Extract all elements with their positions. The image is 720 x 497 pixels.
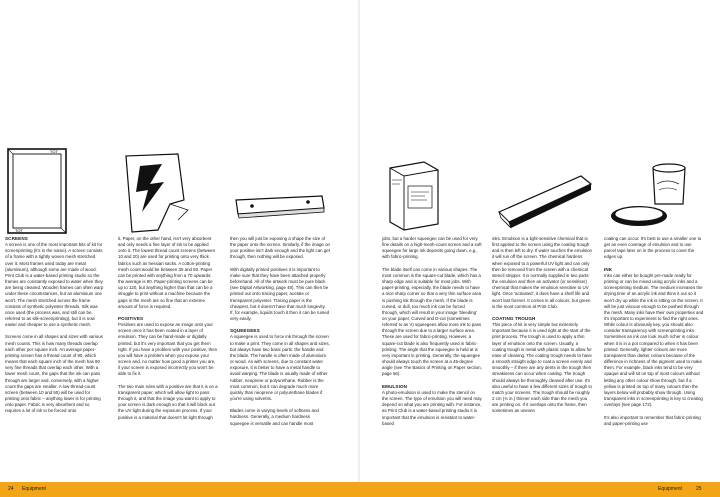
section-heading: COATING TROUGH bbox=[492, 316, 536, 322]
body-paragraph: it. Paper, on the other hand, isn't very absorbent and only needs a fine layer of ink to be applied onto it. The lowest thread count screens (between 10 and 20) are used for printing onto very thick fabrics such as hessian sacks. A cotton-printing mesh count would be between 35 and 50. Paper can be printed with anything from a 70 upwards; the average is 90. Paper-printing screens can be up to 120, but anything higher than that can be a struggle to print without a machine because the gaps in the mesh are so fine that an extreme amount of force is required. bbox=[118, 236, 216, 309]
body-paragraph: coating can occur. It's best to use a smaller one to get an even coverage of emulsion and to use parcel tape later on in the process to cover the edges up. bbox=[604, 236, 702, 260]
text-column-6 bbox=[604, 236, 704, 433]
body-paragraph: A screen is one of the most important bits of kit for screenprinting (it's in the name). A screen consists of a frame with a tightly woven mesh stretched over it. Most frames used today are metal (aluminium), although some are made of wood. Print Club is a water-based printing studio so the frames are constantly exposed to water when they are being cleaned. Wooden frames can often warp under these circumstances, but an aluminium one won't. The mesh stretched across the frame consists of synthetic polyester threads. Silk was once used (the process was, and still can be, referred to as silk-screenprinting), but it is now easier and cheaper to use a synthetic mesh. bbox=[5, 242, 104, 328]
text-column-4 bbox=[382, 236, 482, 433]
body-paragraph: jobs, but a harder squeegee can be used for very fine details on a high-mesh-count screen and a soft squeegee for large ink deposits going down, e.g., with fabric-printing. bbox=[382, 236, 482, 260]
section-heading: SCREENS bbox=[5, 236, 28, 241]
body-paragraph: Screens come in all shapes and sizes with various mesh counts. This is how many threads overlap each other per square inch. An average paper-printing screen has a thread count of 90, which means that each square inch of the mesh has 90 very fine threads that overlap each other. With a lower mesh count, the gaps that the ink can pass through are larger and, conversely, with a higher count the gaps are smaller. A low-thread-count screen (between 10 and 50) will be used for printing onto fabric – anything lower is for printing onto paper. Fabric is very absorbent and so requires a lot of ink to be forced onto bbox=[5, 334, 103, 414]
body-paragraph: The two main rules with a positive are that it is on a transparent paper, which will allow light to pass through it, and that the image you want to apply to your screen is dark enough so that it will block out the UV light during the exposure process. If your positive is a material that doesn't let light through bbox=[118, 383, 218, 420]
section-heading: EMULSION bbox=[382, 383, 408, 389]
squeegee-illustration bbox=[230, 186, 330, 226]
body-paragraph: Inks can either be bought pre-made ready for printing or can be mixed using acrylic inks and a screenprinting medium. The medium increases the drying time of an acrylic ink and thins it out so it won't dry up while the ink is sitting on the screen. It will be just viscous enough to be pushed through the mesh. Many inks have their own properties and it's important to experiment to find the right ones. While colour is obviously key, you should also consider transparency with screenprinting inks. Sometimes an ink can look much richer in colour when it is in a pot compared to when it has been printed. Generally, lighter colours are more transparent than darker colours because of the difference in richness of the pigment used to make them. For example, black inks tend to be very opaque and will sit on top of most colours without letting any other colour show through, but if a yellow is printed on top of many colours then the layers below will probably show through. Using transparent inks in screenprinting is key to creating overlays (see page 172). bbox=[604, 272, 704, 408]
text-column-3 bbox=[230, 236, 330, 433]
screen-label-bottom: TOT bbox=[15, 228, 23, 233]
body-paragraph: A photo-emulsion is used to make the stencil on the screen. The type of emulsion you will need may depend on what you are printing with. For instance, as Print Club is a water-based printing studio it is important that the emulsion is resistant to water-based bbox=[382, 389, 482, 426]
body-paragraph: Blades come in varying levels of softness and hardness. Generally, a medium hardness squeegee is versatile and can handle most bbox=[230, 408, 319, 426]
section-label-right: Equipment bbox=[658, 486, 682, 492]
body-paragraph: The blade itself can come in various shapes. The most common is the square-cut blade, which has a sharp edge and is suitable for most jobs. With paper-printing, especially, the blade needs to have a nice sharp corner so that a very thin surface area is pushing ink through the mesh. If the blade is curved, or dull, too much ink can be forced through, which will result in your image 'bleeding' on your paper. Curved and D-cut (sometimes referred to as V) squeegees allow more ink to pass through the screen due to a larger surface area. These are used for fabric-printing. However, a square-cut blade is also frequently used in fabric-printing. The angle that the squeegee is held at is very important in printing. Generally, the squeegee should always touch the screen at a 45-degree angle (see The Basics of Printing on Paper section, page 56). bbox=[382, 266, 482, 377]
right-page bbox=[360, 0, 720, 497]
squeegee-icon bbox=[230, 186, 330, 226]
body-paragraph: A squeegee is used to force ink through the screen to make a print. They come in all shapes and sizes, but always have two basic parts: the handle and the blade. The handle is often made of aluminium or wood. As with screens, due to constant water exposure, it is better to have a metal handle to avoid warping. The blade is usually made of either rubber, neoprene or polyurethane. Rubber is the most common, but it can degrade much more quickly than neoprene or polyurethane blades if you're using solvents. bbox=[230, 334, 330, 402]
body-paragraph: then you will just be exposing a shape the size of the paper onto the screen. Similarly, if the image on your positive isn't dark enough and the light can get through, then nothing will be exposed. bbox=[230, 236, 330, 260]
body-paragraph: It's also important to remember that fabric-printing and paper-printing use bbox=[604, 414, 701, 426]
body-paragraph: Positives are used to expose an image onto your screen once it has been coated in a layer of emulsion. They can be hand-made or digitally printed, but it's very important that you get them right. If you have a problem with your positive, then you will have a problem when you expose your screen and, no matter how good a printer you are, if your screen is exposed incorrectly you won't be able to fix it. bbox=[118, 322, 218, 377]
section-heading: POSITIVES bbox=[118, 316, 144, 322]
positive-illustration bbox=[118, 150, 198, 234]
body-paragraph: With digitally printed positives it is important to make sure that they have been attached properly beforehand. All of the artwork must be pure black (see Digital Artworking, page 48). This can then be printed out onto tracing paper, acetate or transparent polyester. Tracing paper is the cheapest, but it doesn't have that much longevity. If, for example, liquids touch it then it can be ruined very easily. bbox=[230, 266, 330, 322]
footer-right bbox=[360, 482, 720, 497]
ink-pot-icon bbox=[605, 160, 695, 232]
coating-trough-illustration bbox=[495, 172, 595, 232]
positive-film-icon bbox=[118, 150, 198, 234]
footer-left bbox=[0, 482, 360, 497]
text-column-5 bbox=[492, 236, 592, 421]
screen-frame-illustration bbox=[2, 145, 72, 237]
screen-label-top: TOT bbox=[50, 149, 58, 154]
text-column-1 bbox=[5, 236, 105, 421]
section-label-left: Equipment bbox=[22, 486, 46, 492]
emulsion-tub-icon bbox=[386, 160, 442, 232]
section-heading: INK bbox=[604, 266, 613, 272]
section-heading: SQUEEGEES bbox=[230, 328, 260, 334]
body-paragraph: This piece of kit is very simple but extremely important because it is used right at the start of the print process. The trough is used to apply a thin layer of emulsion onto the screen. Usually, a coating trough is metal with plastic caps to allow for ease of cleaning. The coating trough needs to have a smooth straight edge to coat a screen evenly and smoothly – if there are any dents in the trough then streakiness can occur when coating. The trough should always be thoroughly cleaned after use. It's also useful to have a few different sizes of trough to match your screens. The trough should be roughly 2 cm (¾ in.) thinner each side than the mesh you are printing on. If it overlaps onto the frame, then sometimes an uneven bbox=[492, 322, 592, 414]
ink-pot-illustration bbox=[605, 160, 695, 232]
body-paragraph: inks. Emulsion is a light-sensitive chemical that is first applied to the screen using the coating trough and is then left to dry. If water touches the emulsion it will run off the screen. The chemical hardens when exposed to a powerful UV light and can only then be removed from the screen with a chemical stencil stripper. It is normally supplied in two parts: the emulsion and then an activator (or sensitiser) chemical that makes the emulsion sensitive to UV light. Once 'activated', it does have a shelf life and won't last forever. It comes in all colours, but green is the most common at Print Club. bbox=[492, 236, 592, 309]
emulsion-tub-illustration bbox=[386, 160, 442, 232]
text-column-2 bbox=[118, 236, 218, 427]
page-number-right: 25 bbox=[696, 486, 702, 492]
page-number-left: 24 bbox=[8, 486, 14, 492]
coating-trough-icon bbox=[495, 172, 595, 232]
screen-frame-icon bbox=[2, 145, 72, 237]
